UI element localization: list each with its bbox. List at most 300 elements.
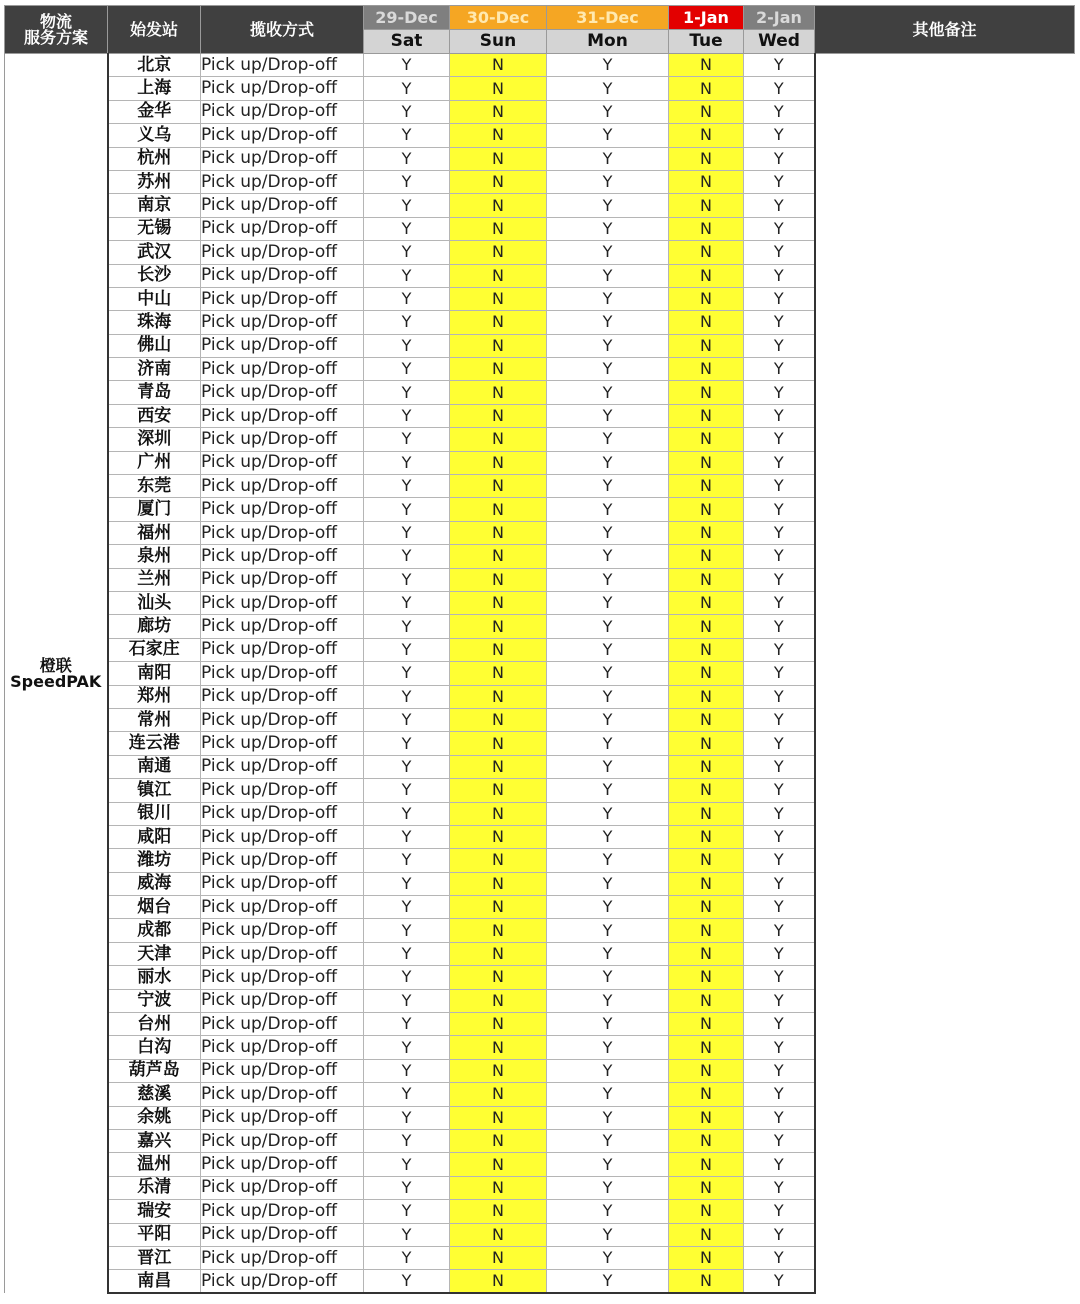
availability-cell: Y xyxy=(744,264,815,287)
availability-cell: N xyxy=(669,802,744,825)
pickup-method-cell: Pick up/Drop-off xyxy=(201,100,364,123)
availability-cell: N xyxy=(450,1013,547,1036)
availability-cell: N xyxy=(669,615,744,638)
availability-cell: N xyxy=(450,1153,547,1176)
availability-cell: Y xyxy=(547,124,669,147)
pickup-method-cell: Pick up/Drop-off xyxy=(201,779,364,802)
availability-cell: Y xyxy=(744,896,815,919)
availability-cell: Y xyxy=(547,311,669,334)
availability-cell: Y xyxy=(364,896,450,919)
origin-city-cell: 南京 xyxy=(108,194,201,217)
availability-cell: Y xyxy=(744,170,815,193)
service-name-en: SpeedPAK xyxy=(10,671,102,691)
origin-city-cell: 乐清 xyxy=(108,1176,201,1199)
origin-city-cell: 宁波 xyxy=(108,989,201,1012)
availability-cell: N xyxy=(450,825,547,848)
pickup-method-cell: Pick up/Drop-off xyxy=(201,802,364,825)
availability-cell: N xyxy=(669,147,744,170)
pickup-method-cell: Pick up/Drop-off xyxy=(201,77,364,100)
availability-cell: N xyxy=(669,241,744,264)
availability-cell: Y xyxy=(744,591,815,614)
availability-cell: Y xyxy=(744,568,815,591)
availability-cell: N xyxy=(450,755,547,778)
availability-cell: Y xyxy=(547,662,669,685)
availability-cell: Y xyxy=(364,358,450,381)
pickup-method-cell: Pick up/Drop-off xyxy=(201,311,364,334)
availability-cell: N xyxy=(450,779,547,802)
origin-city-cell: 南通 xyxy=(108,755,201,778)
availability-cell: Y xyxy=(547,1270,669,1293)
origin-city-cell: 丽水 xyxy=(108,966,201,989)
availability-cell: N xyxy=(669,428,744,451)
availability-cell: Y xyxy=(364,170,450,193)
availability-cell: Y xyxy=(744,732,815,755)
availability-cell: N xyxy=(669,451,744,474)
pickup-method-cell: Pick up/Drop-off xyxy=(201,264,364,287)
availability-cell: Y xyxy=(547,194,669,217)
origin-city-cell: 潍坊 xyxy=(108,849,201,872)
origin-city-cell: 北京 xyxy=(108,54,201,77)
availability-cell: Y xyxy=(744,1083,815,1106)
origin-city-cell: 青岛 xyxy=(108,381,201,404)
availability-cell: Y xyxy=(364,498,450,521)
pickup-method-cell: Pick up/Drop-off xyxy=(201,521,364,544)
availability-cell: Y xyxy=(744,1129,815,1152)
availability-cell: N xyxy=(450,311,547,334)
origin-city-cell: 济南 xyxy=(108,358,201,381)
availability-cell: N xyxy=(669,1270,744,1293)
availability-cell: Y xyxy=(364,1153,450,1176)
availability-cell: N xyxy=(450,568,547,591)
pickup-method-cell: Pick up/Drop-off xyxy=(201,54,364,77)
pickup-method-cell: Pick up/Drop-off xyxy=(201,708,364,731)
availability-cell: Y xyxy=(547,77,669,100)
availability-cell: Y xyxy=(744,100,815,123)
pickup-method-cell: Pick up/Drop-off xyxy=(201,1153,364,1176)
availability-cell: Y xyxy=(547,568,669,591)
pickup-method-cell: Pick up/Drop-off xyxy=(201,358,364,381)
notes-header: 其他备注 xyxy=(815,6,1075,54)
availability-cell: Y xyxy=(744,287,815,310)
availability-cell: Y xyxy=(744,358,815,381)
availability-cell: Y xyxy=(364,217,450,240)
availability-cell: Y xyxy=(364,849,450,872)
availability-cell: Y xyxy=(744,1106,815,1129)
availability-cell: N xyxy=(450,381,547,404)
weekday-header-2: Sun xyxy=(450,30,547,54)
availability-cell: N xyxy=(450,287,547,310)
origin-city-cell: 瑞安 xyxy=(108,1200,201,1223)
availability-cell: Y xyxy=(744,1200,815,1223)
availability-cell: Y xyxy=(744,1246,815,1269)
origin-city-cell: 嘉兴 xyxy=(108,1129,201,1152)
pickup-method-cell: Pick up/Drop-off xyxy=(201,942,364,965)
availability-cell: N xyxy=(450,100,547,123)
availability-cell: Y xyxy=(547,498,669,521)
origin-city-cell: 兰州 xyxy=(108,568,201,591)
availability-cell: Y xyxy=(364,100,450,123)
availability-cell: Y xyxy=(744,545,815,568)
availability-cell: Y xyxy=(364,802,450,825)
availability-cell: N xyxy=(450,77,547,100)
pickup-method-cell: Pick up/Drop-off xyxy=(201,591,364,614)
pickup-method-cell: Pick up/Drop-off xyxy=(201,1059,364,1082)
availability-cell: Y xyxy=(547,264,669,287)
availability-cell: N xyxy=(450,54,547,77)
pickup-method-cell: Pick up/Drop-off xyxy=(201,498,364,521)
availability-cell: N xyxy=(450,802,547,825)
holiday-schedule-table xyxy=(4,5,1075,1294)
availability-cell: N xyxy=(669,1013,744,1036)
availability-cell: N xyxy=(669,966,744,989)
availability-cell: Y xyxy=(364,1129,450,1152)
origin-city-cell: 泉州 xyxy=(108,545,201,568)
availability-cell: N xyxy=(450,451,547,474)
pickup-method-cell: Pick up/Drop-off xyxy=(201,849,364,872)
availability-cell: Y xyxy=(547,872,669,895)
availability-cell: Y xyxy=(744,54,815,77)
availability-cell: Y xyxy=(364,428,450,451)
availability-cell: Y xyxy=(744,638,815,661)
origin-city-cell: 长沙 xyxy=(108,264,201,287)
availability-cell: Y xyxy=(547,755,669,778)
availability-cell: Y xyxy=(744,77,815,100)
availability-cell: Y xyxy=(547,1223,669,1246)
pickup-method-header: 揽收方式 xyxy=(201,6,364,54)
availability-cell: N xyxy=(669,638,744,661)
availability-cell: N xyxy=(669,1036,744,1059)
availability-cell: Y xyxy=(744,475,815,498)
weekday-header-3: Mon xyxy=(547,30,669,54)
origin-city-cell: 汕头 xyxy=(108,591,201,614)
availability-cell: Y xyxy=(364,1176,450,1199)
weekday-header-5: Wed xyxy=(744,30,815,54)
availability-cell: N xyxy=(450,591,547,614)
availability-cell: Y xyxy=(364,989,450,1012)
notes-cell xyxy=(815,54,1075,1294)
availability-cell: Y xyxy=(364,1106,450,1129)
availability-cell: Y xyxy=(364,334,450,357)
availability-cell: Y xyxy=(364,779,450,802)
weekday-header-4: Tue xyxy=(669,30,744,54)
availability-cell: Y xyxy=(744,217,815,240)
availability-cell: Y xyxy=(364,919,450,942)
availability-cell: N xyxy=(450,428,547,451)
availability-cell: N xyxy=(669,1176,744,1199)
table-row xyxy=(5,54,1075,77)
availability-cell: Y xyxy=(364,591,450,614)
pickup-method-cell: Pick up/Drop-off xyxy=(201,475,364,498)
availability-cell: N xyxy=(450,708,547,731)
availability-cell: N xyxy=(669,591,744,614)
availability-cell: Y xyxy=(547,475,669,498)
availability-cell: Y xyxy=(744,428,815,451)
availability-cell: Y xyxy=(364,966,450,989)
availability-cell: N xyxy=(669,1106,744,1129)
pickup-method-cell: Pick up/Drop-off xyxy=(201,381,364,404)
availability-cell: Y xyxy=(547,989,669,1012)
availability-cell: N xyxy=(450,147,547,170)
pickup-method-cell: Pick up/Drop-off xyxy=(201,1129,364,1152)
date-header-1: 29-Dec xyxy=(364,6,450,30)
availability-cell: Y xyxy=(744,381,815,404)
availability-cell: N xyxy=(450,732,547,755)
availability-cell: N xyxy=(450,1106,547,1129)
availability-cell: Y xyxy=(744,942,815,965)
origin-city-cell: 义乌 xyxy=(108,124,201,147)
availability-cell: N xyxy=(450,1083,547,1106)
availability-cell: Y xyxy=(744,779,815,802)
origin-city-cell: 上海 xyxy=(108,77,201,100)
availability-cell: Y xyxy=(547,1129,669,1152)
availability-cell: Y xyxy=(547,54,669,77)
availability-cell: Y xyxy=(547,1036,669,1059)
pickup-method-cell: Pick up/Drop-off xyxy=(201,404,364,427)
availability-cell: N xyxy=(669,1200,744,1223)
availability-cell: Y xyxy=(364,241,450,264)
service-plan-header-line1: 物流 xyxy=(39,11,72,31)
availability-cell: N xyxy=(669,732,744,755)
availability-cell: N xyxy=(450,170,547,193)
origin-city-cell: 厦门 xyxy=(108,498,201,521)
pickup-method-cell: Pick up/Drop-off xyxy=(201,217,364,240)
availability-cell: Y xyxy=(744,966,815,989)
availability-cell: Y xyxy=(364,77,450,100)
availability-cell: Y xyxy=(364,1059,450,1082)
availability-cell: Y xyxy=(364,1270,450,1293)
origin-city-cell: 中山 xyxy=(108,287,201,310)
pickup-method-cell: Pick up/Drop-off xyxy=(201,334,364,357)
availability-cell: Y xyxy=(547,404,669,427)
availability-cell: N xyxy=(450,521,547,544)
availability-cell: Y xyxy=(364,545,450,568)
availability-cell: Y xyxy=(364,872,450,895)
availability-cell: Y xyxy=(744,662,815,685)
origin-city-cell: 白沟 xyxy=(108,1036,201,1059)
origin-city-cell: 佛山 xyxy=(108,334,201,357)
availability-cell: N xyxy=(669,521,744,544)
availability-cell: N xyxy=(450,217,547,240)
availability-cell: N xyxy=(669,475,744,498)
pickup-method-cell: Pick up/Drop-off xyxy=(201,1083,364,1106)
availability-cell: Y xyxy=(364,1223,450,1246)
availability-cell: Y xyxy=(547,779,669,802)
availability-cell: N xyxy=(450,1036,547,1059)
availability-cell: Y xyxy=(547,825,669,848)
availability-cell: N xyxy=(450,849,547,872)
weekday-header-1: Sat xyxy=(364,30,450,54)
availability-cell: N xyxy=(669,77,744,100)
origin-city-cell: 无锡 xyxy=(108,217,201,240)
pickup-method-cell: Pick up/Drop-off xyxy=(201,287,364,310)
availability-cell: N xyxy=(669,498,744,521)
availability-cell: N xyxy=(669,755,744,778)
availability-cell: Y xyxy=(364,942,450,965)
availability-cell: Y xyxy=(744,919,815,942)
availability-cell: N xyxy=(669,381,744,404)
availability-cell: N xyxy=(669,779,744,802)
service-plan-header xyxy=(5,6,108,54)
availability-cell: N xyxy=(669,545,744,568)
availability-cell: N xyxy=(450,475,547,498)
availability-cell: N xyxy=(450,264,547,287)
availability-cell: Y xyxy=(547,521,669,544)
availability-cell: Y xyxy=(364,825,450,848)
availability-cell: Y xyxy=(547,451,669,474)
origin-city-cell: 平阳 xyxy=(108,1223,201,1246)
availability-cell: N xyxy=(669,170,744,193)
availability-cell: N xyxy=(669,264,744,287)
availability-cell: Y xyxy=(547,358,669,381)
pickup-method-cell: Pick up/Drop-off xyxy=(201,1176,364,1199)
pickup-method-cell: Pick up/Drop-off xyxy=(201,615,364,638)
origin-city-cell: 南阳 xyxy=(108,662,201,685)
origin-city-cell: 咸阳 xyxy=(108,825,201,848)
origin-city-cell: 镇江 xyxy=(108,779,201,802)
availability-cell: N xyxy=(450,1176,547,1199)
availability-cell: N xyxy=(669,1083,744,1106)
availability-cell: Y xyxy=(547,708,669,731)
availability-cell: Y xyxy=(547,1013,669,1036)
origin-city-cell: 烟台 xyxy=(108,896,201,919)
pickup-method-cell: Pick up/Drop-off xyxy=(201,170,364,193)
origin-city-cell: 东莞 xyxy=(108,475,201,498)
pickup-method-cell: Pick up/Drop-off xyxy=(201,638,364,661)
availability-cell: Y xyxy=(364,1036,450,1059)
origin-city-cell: 武汉 xyxy=(108,241,201,264)
origin-city-cell: 珠海 xyxy=(108,311,201,334)
availability-cell: Y xyxy=(364,147,450,170)
availability-cell: N xyxy=(669,287,744,310)
origin-city-cell: 晋江 xyxy=(108,1246,201,1269)
availability-cell: N xyxy=(450,989,547,1012)
origin-city-cell: 成都 xyxy=(108,919,201,942)
availability-cell: Y xyxy=(364,521,450,544)
availability-cell: Y xyxy=(744,404,815,427)
availability-cell: Y xyxy=(744,989,815,1012)
availability-cell: Y xyxy=(364,311,450,334)
availability-cell: N xyxy=(669,942,744,965)
origin-city-cell: 余姚 xyxy=(108,1106,201,1129)
pickup-method-cell: Pick up/Drop-off xyxy=(201,732,364,755)
availability-cell: Y xyxy=(547,919,669,942)
availability-cell: Y xyxy=(547,942,669,965)
availability-cell: Y xyxy=(547,1153,669,1176)
availability-cell: Y xyxy=(547,615,669,638)
availability-cell: Y xyxy=(744,241,815,264)
origin-city-cell: 银川 xyxy=(108,802,201,825)
availability-cell: Y xyxy=(744,708,815,731)
availability-cell: N xyxy=(669,124,744,147)
availability-cell: N xyxy=(669,194,744,217)
availability-cell: N xyxy=(450,872,547,895)
origin-city-cell: 台州 xyxy=(108,1013,201,1036)
availability-cell: N xyxy=(450,1129,547,1152)
origin-city-cell: 廊坊 xyxy=(108,615,201,638)
availability-cell: Y xyxy=(547,1246,669,1269)
origin-city-cell: 慈溪 xyxy=(108,1083,201,1106)
availability-cell: Y xyxy=(744,685,815,708)
availability-cell: N xyxy=(669,1223,744,1246)
availability-cell: N xyxy=(450,1246,547,1269)
availability-cell: N xyxy=(669,54,744,77)
availability-cell: Y xyxy=(364,54,450,77)
date-header-3: 31-Dec xyxy=(547,6,669,30)
availability-cell: N xyxy=(669,989,744,1012)
availability-cell: Y xyxy=(744,615,815,638)
pickup-method-cell: Pick up/Drop-off xyxy=(201,1106,364,1129)
origin-city-cell: 天津 xyxy=(108,942,201,965)
table-body xyxy=(5,54,1075,1294)
availability-cell: Y xyxy=(364,1013,450,1036)
availability-cell: Y xyxy=(547,1200,669,1223)
availability-cell: Y xyxy=(744,521,815,544)
origin-city-cell: 南昌 xyxy=(108,1270,201,1293)
origin-city-cell: 石家庄 xyxy=(108,638,201,661)
origin-city-cell: 金华 xyxy=(108,100,201,123)
availability-cell: Y xyxy=(744,1176,815,1199)
availability-cell: Y xyxy=(364,287,450,310)
availability-cell: N xyxy=(450,358,547,381)
availability-cell: Y xyxy=(547,732,669,755)
availability-cell: N xyxy=(450,124,547,147)
availability-cell: N xyxy=(669,662,744,685)
availability-cell: N xyxy=(450,662,547,685)
availability-cell: N xyxy=(669,311,744,334)
availability-cell: N xyxy=(669,404,744,427)
origin-city-cell: 常州 xyxy=(108,708,201,731)
availability-cell: Y xyxy=(547,241,669,264)
availability-cell: N xyxy=(450,241,547,264)
pickup-method-cell: Pick up/Drop-off xyxy=(201,124,364,147)
availability-cell: Y xyxy=(547,428,669,451)
availability-cell: N xyxy=(450,615,547,638)
pickup-method-cell: Pick up/Drop-off xyxy=(201,451,364,474)
pickup-method-cell: Pick up/Drop-off xyxy=(201,966,364,989)
availability-cell: N xyxy=(450,638,547,661)
availability-cell: N xyxy=(450,966,547,989)
availability-cell: Y xyxy=(744,451,815,474)
availability-cell: N xyxy=(450,404,547,427)
availability-cell: Y xyxy=(744,194,815,217)
availability-cell: Y xyxy=(547,1176,669,1199)
availability-cell: Y xyxy=(364,264,450,287)
origin-city-cell: 葫芦岛 xyxy=(108,1059,201,1082)
availability-cell: N xyxy=(669,1153,744,1176)
availability-cell: N xyxy=(450,942,547,965)
pickup-method-cell: Pick up/Drop-off xyxy=(201,1246,364,1269)
availability-cell: Y xyxy=(744,498,815,521)
pickup-method-cell: Pick up/Drop-off xyxy=(201,147,364,170)
availability-cell: Y xyxy=(364,194,450,217)
availability-cell: N xyxy=(669,919,744,942)
availability-cell: Y xyxy=(364,732,450,755)
availability-cell: Y xyxy=(547,217,669,240)
availability-cell: Y xyxy=(744,1059,815,1082)
availability-cell: Y xyxy=(547,1106,669,1129)
availability-cell: N xyxy=(669,334,744,357)
availability-cell: Y xyxy=(364,1200,450,1223)
availability-cell: Y xyxy=(744,334,815,357)
service-plan-cell xyxy=(5,54,108,1294)
availability-cell: Y xyxy=(744,802,815,825)
availability-cell: Y xyxy=(744,311,815,334)
origin-city-cell: 西安 xyxy=(108,404,201,427)
availability-cell: Y xyxy=(744,1036,815,1059)
availability-cell: Y xyxy=(547,381,669,404)
date-header-4: 1-Jan xyxy=(669,6,744,30)
availability-cell: Y xyxy=(744,825,815,848)
